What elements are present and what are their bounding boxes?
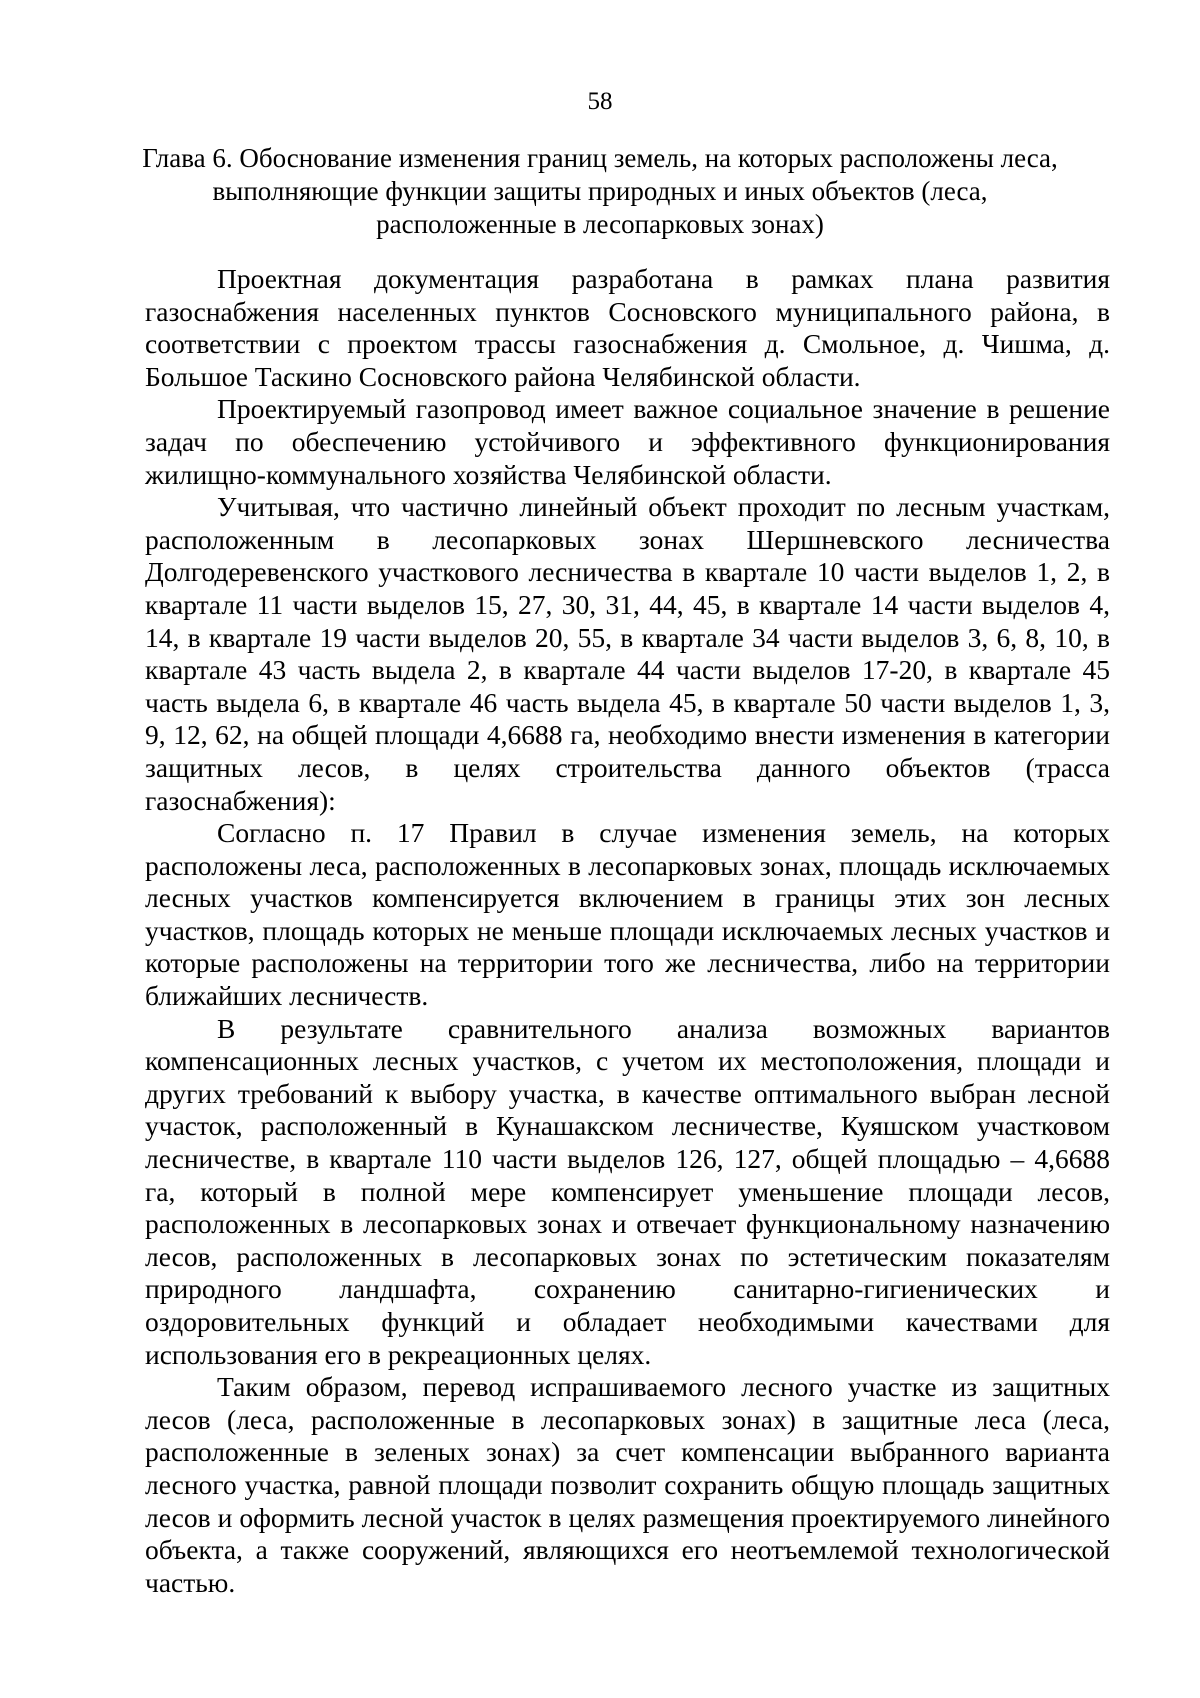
chapter-title: Глава 6. Обоснование изменения границ земель, на которых расположены леса, выполняющие функции защиты природных и иных объектов (леса, расположенные в лесопарковых зонах) xyxy=(142,143,1058,239)
paragraph: Учитывая, что частично линейный объект проходит по лесным участкам, расположенным в лесопарковых зонах Шершневского лесничества Долгодеревенского участкового лесничества в квартале 10 части выделов 1, 2, в квартале 11 части выделов 15, 27, 30, 31, 44, 45, в квартале 14 части выделов 4, 14, в квартале 19 части выделов 20, 55, в квартале 34 части выделов 3, 6, 8, 10, в квартале 43 часть выдела 2, в квартале 44 части выделов 17-20, в квартале 45 часть выдела 6, в квартале 46 часть выдела 45, в квартале 50 части выделов 1, 3, 9, 12, 62, на общей площади 4,6688 га, необходимо внести изменения в категории защитных лесов, в целях строительства данного объектов (трасса газоснабжения): xyxy=(145,491,1110,816)
page-number: 58 xyxy=(587,88,613,115)
paragraph: Согласно п. 17 Правил в случае изменения земель, на которых расположены леса, расположенных в лесопарковых зонах, площадь исключаемых лесных участков компенсируется включением в границы этих зон лесных участков, площадь которых не меньше площади исключаемых лесных участков и которые расположены на территории того же лесничества, либо на территории ближайших лесничеств. xyxy=(145,817,1110,1012)
paragraph: Проектируемый газопровод имеет важное социальное значение в решение задач по обеспечению устойчивого и эффективного функционирования жилищно-коммунального хозяйства Челябинской области. xyxy=(145,393,1110,490)
document-body xyxy=(145,263,1110,1599)
paragraph: Проектная документация разработана в рамках плана развития газоснабжения населенных пунктов Сосновского муниципального района, в соответствии с проектом трассы газоснабжения д. Смольное, д. Чишма, д. Большое Таскино Сосновского района Челябинской области. xyxy=(145,263,1110,392)
paragraph: В результате сравнительного анализа возможных вариантов компенсационных лесных участков, с учетом их местоположения, площади и других требований к выбору участка, в качестве оптимального выбран лесной участок, расположенный в Кунашакском лесничестве, Куяшском участковом лесничестве, в квартале 110 части выделов 126, 127, общей площадью – 4,6688 га, который в полной мере компенсирует уменьшение площади лесов, расположенных в лесопарковых зонах и отвечает функциональному назначению лесов, расположенных в лесопарковых зонах по эстетическим показателям природного ландшафта, сохранению санитарно-гигиенических и оздоровительных функций и обладает необходимыми качествами для использования его в рекреационных целях. xyxy=(145,1012,1110,1370)
paragraph: Таким образом, перевод испрашиваемого лесного участке из защитных лесов (леса, расположенные в лесопарковых зонах) в защитные леса (леса, расположенные в зеленых зонах) за счет компенсации выбранного варианта лесного участка, равной площади позволит сохранить общую площадь защитных лесов и оформить лесной участок в целях размещения проектируемого линейного объекта, а также сооружений, являющихся его неотъемлемой технологической частью. xyxy=(145,1371,1110,1598)
